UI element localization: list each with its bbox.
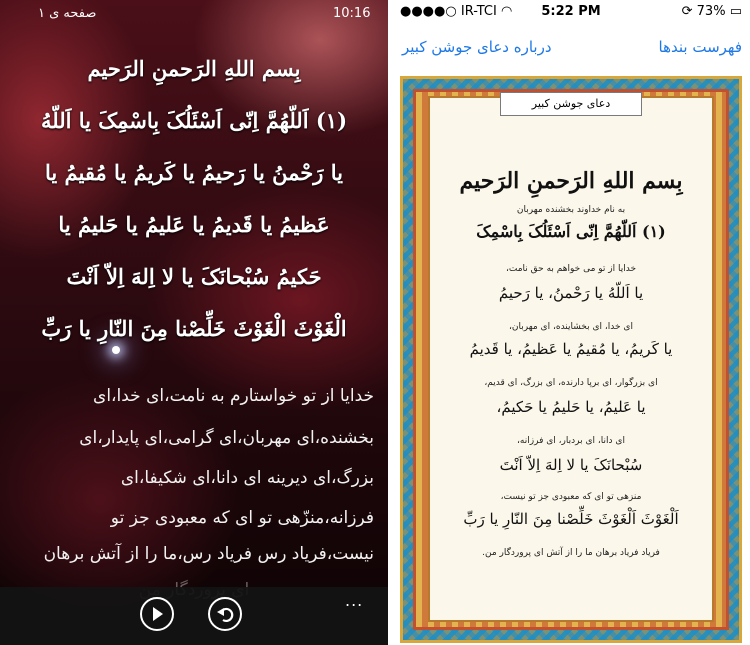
ios-clock: 5:22 PM xyxy=(541,4,601,19)
navigation-bar xyxy=(392,30,750,70)
translation-line-2: بخشنده،ای مهربان،ای گرامی،ای پایدار،ای xyxy=(79,428,374,448)
basmala-heading: بِسم اللهِ الرَحمنِ الرَحیم xyxy=(459,168,683,194)
translation-line-5: منزهی تو ای که معبودی جز تو نیست، xyxy=(500,492,642,502)
back-button[interactable] xyxy=(208,597,242,631)
arabic-line-4: حَکیمُ سُبْحانَکَ یا لا اِلهَ اِلاّ اَنْتَ xyxy=(66,264,322,289)
page-indicator: صفحه ی ۱ xyxy=(38,6,97,21)
play-icon xyxy=(147,604,167,624)
arabic-line-3: عَظیمُ یا قَدیمُ یا عَلیمُ یا حَلیمُ یا xyxy=(58,212,330,237)
battery-icon: ▭ xyxy=(729,4,742,19)
prayer-line-4: یا عَلیمُ، یا حَلیمُ یا حَکیمُ، xyxy=(496,398,646,416)
battery-group xyxy=(682,4,742,19)
status-bar xyxy=(0,0,388,24)
translation-line-4: فرزانه،منزّهی تو ای که معبودی جز تو xyxy=(110,508,374,528)
translation-line-3: بزرگ،ای دیرینه ای دانا،ای شکیفا،ای xyxy=(120,468,374,488)
about-link[interactable]: درباره دعای جوشن کبیر xyxy=(402,38,552,56)
prayer-title-label: دعای جوشن کبیر xyxy=(500,92,642,116)
prayer-line-2: یا اَللّهُ یا رَحْمنُ، یا رَحیمُ xyxy=(498,284,644,302)
sections-list-link[interactable]: فهرست بندها xyxy=(658,38,742,56)
carrier-name: IR-TCI xyxy=(460,4,497,19)
undo-icon xyxy=(215,604,235,624)
play-button[interactable] xyxy=(140,597,174,631)
translation-line-1: خدایا از تو خواستارم به نامت،ای خدا،ای xyxy=(93,386,374,406)
prayer-line-5: سُبْحانَکَ یا لا اِلهَ اِلاّ اَنْتَ xyxy=(499,456,643,474)
arabic-line-1: (۱) اَللّهُمَّ اِنّی اَسْئَلُکَ بِاسْمِکَ یا اَللّهُ xyxy=(40,108,348,133)
signal-icon: ●●●●○ xyxy=(400,4,457,19)
battery-percent: 73% xyxy=(696,4,726,19)
basmala-translation: به نام خداوند بخشنده مهربان xyxy=(516,205,626,215)
app-bar xyxy=(0,587,388,645)
ios-screen xyxy=(392,0,750,645)
arabic-line-2: یا رَحْمنُ یا رَحیمُ یا کَریمُ یا مُقیمُ یا xyxy=(45,160,343,185)
arabic-line-5: الْغَوْثَ الْغَوْثَ خَلِّصْنا مِنَ النّارِ یا رَبِّ xyxy=(41,316,347,341)
ios-status-bar xyxy=(392,0,750,22)
translation-line-1: خدایا از تو می خواهم به حق نامت، xyxy=(505,264,637,274)
translation-line-3: ای بزرگوار، ای برپا دارنده، ای بزرگ، ای قدیم، xyxy=(484,378,658,388)
translation-line-2: ای خدا، ای بخشاینده، ای مهربان، xyxy=(509,322,633,332)
translation-line-4: ای دانا، ای بردبار، ای فرزانه، xyxy=(517,436,625,446)
rotation-lock-icon: ⟳ xyxy=(681,4,693,19)
translation-line-6: فریاد فریاد برهان ما را از آتش ای پروردگار من. xyxy=(482,548,660,558)
prayer-line-6: اَلْغَوْثَ اَلْغَوْثَ خَلِّصْنا مِنَ النّارِ یا رَبِّ xyxy=(463,510,679,528)
prayer-line-3: یا کَریمُ، یا مُقیمُ یا عَظیمُ، یا قَدیمُ xyxy=(469,340,673,358)
star-decoration xyxy=(112,346,120,354)
prayer-line-1: (۱) اَللّهُمَّ اِنّی اَسْئَلُکَ بِاسْمِکَ xyxy=(476,222,666,241)
arabic-line-basmala: بِسم اللهِ الرَحمنِ الرَحیم xyxy=(87,56,301,81)
wifi-icon: ◠ xyxy=(500,4,513,19)
translation-line-5: نیست،فریاد رس فریاد رس،ما را از آتش برهان xyxy=(43,544,374,564)
more-menu-button[interactable]: ... xyxy=(345,591,364,610)
clock: 10:16 xyxy=(333,6,371,21)
